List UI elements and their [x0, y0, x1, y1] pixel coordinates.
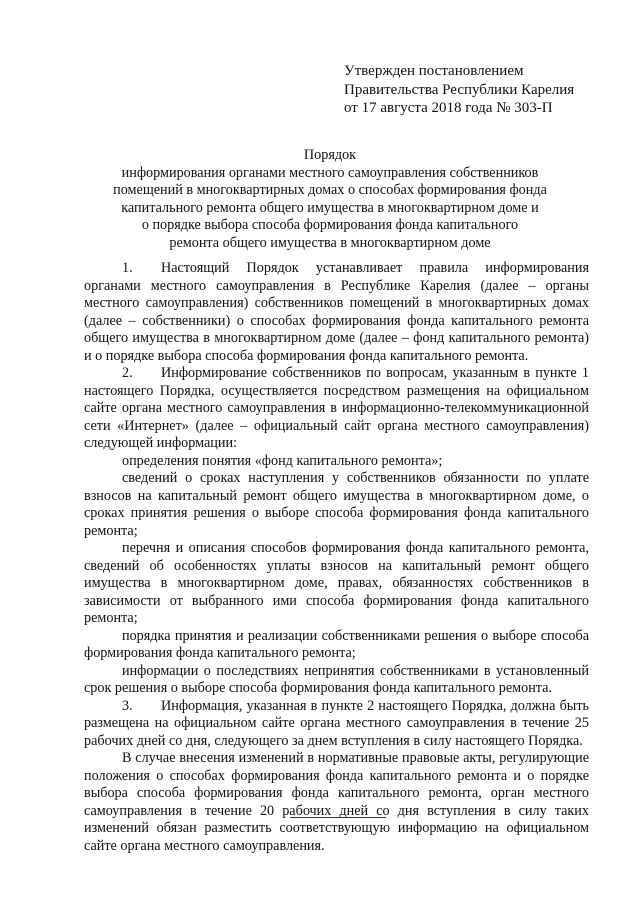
list-item: информации о последствиях непринятия собственниками в установленный срок решения о выборе способа формирования фонда капитального ремонта.	[84, 662, 589, 696]
approval-stamp	[344, 62, 614, 118]
title-line: капитального ремонта общего имущества в многоквартирном доме и	[121, 199, 539, 216]
approval-line: Утвержден постановлением	[344, 63, 524, 79]
document-title	[70, 147, 590, 252]
list-item: определения понятия «фонд капитального ремонта»;	[122, 452, 443, 469]
title-line: ремонта общего имущества в многоквартирном доме	[169, 234, 491, 251]
paragraph-3: 3. Информация, указанная в пункте 2 настоящего Порядка, должна быть размещена на официальном сайте органа местного самоуправления в течение 25 рабочих дней со дня, следующего за днем вступления в силу настоящего Порядка.	[84, 697, 589, 749]
title-line: информирования органами местного самоуправления собственников	[121, 164, 539, 181]
title-line: о порядке выбора способа формирования фонда капитального	[141, 217, 519, 233]
title-line: помещений в многоквартирных домах о способах формирования фонда	[113, 182, 547, 198]
paragraph-2: 2. Информирование собственников по вопросам, указанным в пункте 1 настоящего Порядка, осуществляется посредством размещения на официальном сайте органа местного самоуправления в информационно-телекоммуникационной сети «Интернет» (далее – официальный сайт органа местного самоуправления) следующей информации:	[84, 365, 589, 451]
document-body	[84, 260, 589, 855]
approval-line: Правительства Республики Карелия	[344, 81, 575, 98]
end-separator-line	[290, 817, 386, 818]
list-item: сведений о сроках наступления у собственников обязанности по уплате взносов на капитальный ремонт общего имущества в многоквартирном доме, о сроках принятия решения о выборе способа формирования фонда капитального ремонта;	[84, 470, 589, 539]
title-line: Порядок	[303, 147, 357, 163]
paragraph-1: 1. Настоящий Порядок устанавливает правила информирования органами местного самоуправления в Республике Карелия (далее – органы местного самоуправления) собственников помещений в многоквартирных домах (далее – собственники) о способах формирования фонда капитального ремонта общего имущества в многоквартирном доме (далее – фонд капитального ремонта) и о порядке выбора способа формирования фонда капитального ремонта.	[84, 260, 589, 364]
paragraph-4: В случае внесения изменений в нормативные правовые акты, регулирующие положения о способах формирования фонда капитального ремонта и о порядке выбора способа формирования фонда капитального ремонта, орган местного самоуправления в течение 20 рабочих дней со дня вступления в силу таких изменений обязан разместить соответствующую информацию на официальном сайте органа местного самоуправления.	[84, 750, 589, 854]
list-item: порядка принятия и реализации собственниками решения о выборе способа формирования фонда капитального ремонта;	[84, 627, 589, 661]
approval-line: от 17 августа 2018 года № 303-П	[344, 100, 553, 116]
list-item: перечня и описания способов формирования фонда капитального ремонта, сведений об особенностях уплаты взносов на капитальный ремонт общего имущества в многоквартирном доме, правах, обязанностях собственников в зависимости от выбранного ими способа формирования фонда капитального ремонта;	[84, 540, 589, 626]
